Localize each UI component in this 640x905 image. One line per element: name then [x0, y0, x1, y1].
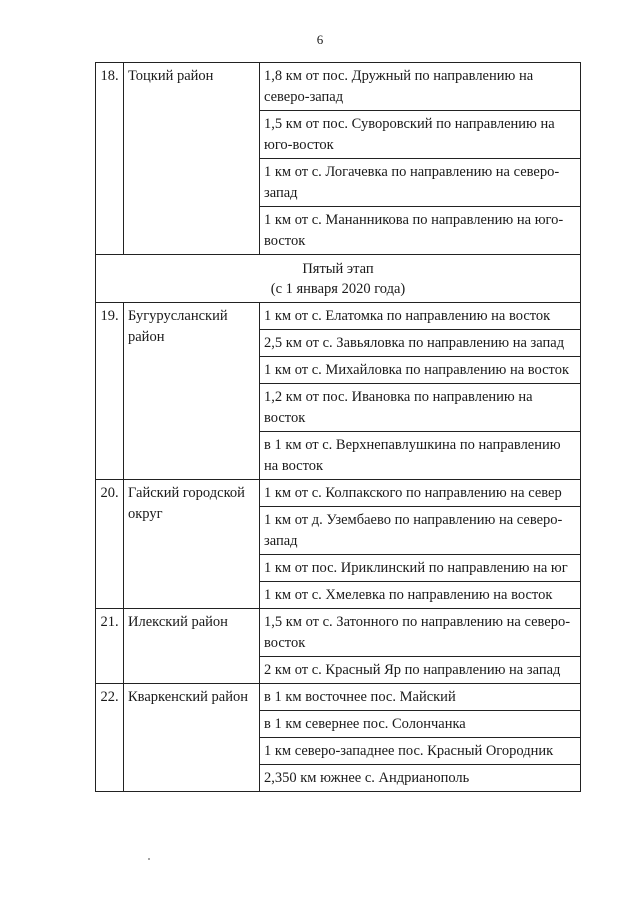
stage-row: [96, 255, 581, 303]
stage-subtitle: (с 1 января 2020 года): [270, 281, 406, 297]
table-row: [96, 480, 581, 507]
table-row: [96, 609, 581, 657]
location-description: 2 км от с. Красный Яр по направлению на запад: [260, 657, 581, 684]
table-row: [96, 303, 581, 330]
stage-cell: [96, 255, 581, 303]
location-description: 1 км от с. Логачевка по направлению на северо-запад: [260, 159, 581, 207]
location-description: 1 км от с. Елатомка по направлению на восток: [260, 303, 581, 330]
location-description: 1 км от с. Хмелевка по направлению на восток: [260, 582, 581, 609]
district-number: 20.: [96, 480, 124, 609]
district-name: Бугурусланский район: [124, 303, 260, 480]
stage-header-section: [96, 255, 581, 303]
location-description: 1,5 км от пос. Суворовский по направлению на юго-восток: [260, 111, 581, 159]
district-name: Гайский городской округ: [124, 480, 260, 609]
location-description: 1 км северо-западнее пос. Красный Огородник: [260, 738, 581, 765]
table-row: [96, 63, 581, 111]
location-description: 2,350 км южнее с. Андрианополь: [260, 765, 581, 792]
table-body-after-stage: [96, 303, 581, 792]
district-name: Кваркенский район: [124, 684, 260, 792]
location-description: 1 км от д. Узембаево по направлению на северо-запад: [260, 507, 581, 555]
location-description: 1 км от с. Колпакского по направлению на север: [260, 480, 581, 507]
location-description: в 1 км восточнее пос. Майский: [260, 684, 581, 711]
location-description: 1,8 км от пос. Дружный по направлению на северо-запад: [260, 63, 581, 111]
location-description: 1 км от с. Михайловка по направлению на восток: [260, 357, 581, 384]
district-number: 21.: [96, 609, 124, 684]
table-body-before-stage: [96, 63, 581, 255]
location-description: 1,5 км от с. Затонного по направлению на северо-восток: [260, 609, 581, 657]
district-number: 22.: [96, 684, 124, 792]
locations-table: [95, 62, 581, 792]
scan-speck: [148, 858, 150, 860]
location-description: 1 км от с. Мананникова по направлению на юго-восток: [260, 207, 581, 255]
district-name: Тоцкий район: [124, 63, 260, 255]
page-number: 6: [316, 32, 324, 47]
table-row: [96, 684, 581, 711]
stage-title: Пятый этап: [302, 261, 374, 277]
location-description: в 1 км севернее пос. Солончанка: [260, 711, 581, 738]
district-name: Илекский район: [124, 609, 260, 684]
location-description: 1,2 км от пос. Ивановка по направлению на восток: [260, 384, 581, 432]
district-number: 19.: [96, 303, 124, 480]
location-description: 2,5 км от с. Завьяловка по направлению на запад: [260, 330, 581, 357]
location-description: в 1 км от с. Верхнепавлушкина по направлению на восток: [260, 432, 581, 480]
location-description: 1 км от пос. Ириклинский по направлению на юг: [260, 555, 581, 582]
district-number: 18.: [96, 63, 124, 255]
